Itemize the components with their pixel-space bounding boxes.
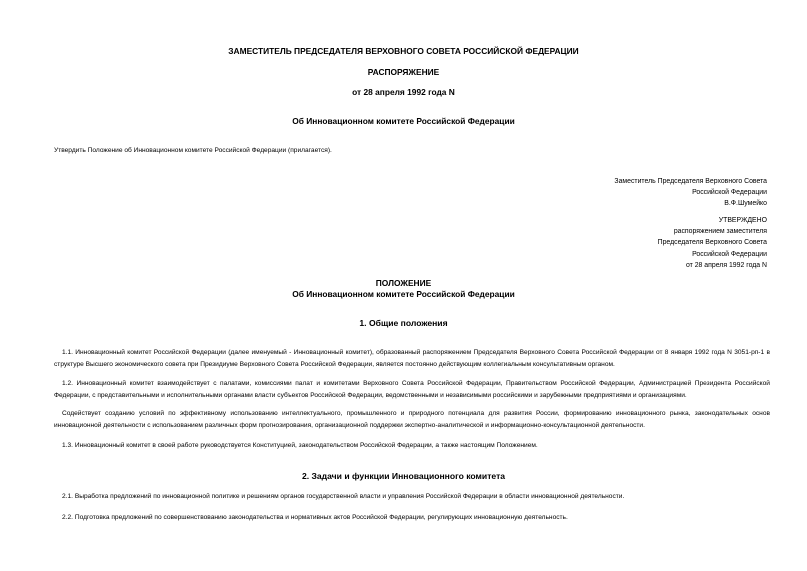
- issuer-heading: ЗАМЕСТИТЕЛЬ ПРЕДСЕДАТЕЛЯ ВЕРХОВНОГО СОВЕТА РОССИЙСКОЙ ФЕДЕРАЦИИ: [228, 46, 579, 56]
- doc-type-heading: РАСПОРЯЖЕНИЕ: [367, 67, 440, 77]
- paragraph-1-2-cont: Содействует созданию условий по эффективному использованию интеллектуального, промышленного и природного потенциала для развития России, формированию инновационного рынка, законодательных основ инновационной деятельности с использованием различных форм прогнозирования, организационной поддержки экспертно-аналитической и информационно-консультационной деятельности.: [54, 410, 770, 429]
- approval-block: [658, 215, 767, 271]
- approval-line: Председателя Верховного Совета: [657, 239, 767, 247]
- signature-name: В.Ф.Шумейко: [724, 200, 767, 208]
- section1-heading: 1. Общие положения: [359, 318, 448, 328]
- paragraph-2-1: 2.1. Выработка предложений по инновационной политике и решениям органов государственной власти и управления Российской Федерации в области инновационной деятельности.: [62, 493, 625, 500]
- document-title: Об Инновационном комитете Российской Федерации: [292, 116, 515, 126]
- approval-line: распоряжением заместителя: [673, 228, 767, 236]
- regulation-title: ПОЛОЖЕНИЕ: [375, 278, 432, 288]
- signature-body: Российской Федерации: [692, 189, 767, 197]
- signature-position: Заместитель Председателя Верховного Совета: [614, 178, 767, 185]
- signature-block: [614, 176, 767, 210]
- approval-line: Российской Федерации: [692, 250, 767, 258]
- order-text: Утвердить Положение об Инновационном комитете Российской Федерации (прилагается).: [54, 147, 332, 154]
- paragraph-2-2: 2.2. Подготовка предложений по совершенствованию законодательства и нормативных актов Российской Федерации, регулирующих инновационную деятельность.: [62, 514, 568, 521]
- paragraph-1-3: 1.3. Инновационный комитет в своей работе руководствуется Конституцией, законодательством Российской Федерации, а также настоящим Положением.: [62, 442, 538, 449]
- date-line: от 28 апреля 1992 года N: [352, 87, 455, 97]
- approval-stamp: УТВЕРЖДЕНО: [718, 217, 767, 224]
- paragraph-1-2: 1.2. Инновационный комитет взаимодействует с палатами, комиссиями палат и комитетами Верховного Совета Российской Федерации, Правительством Российской Федерации, Администрацией Президента Российской Федерации, с представительными и исполнительными органами власти субъектов Российской Федерации, ведомственными и независимыми российскими и зарубежными предприятиями и организациями.: [54, 380, 770, 399]
- regulation-subtitle: Об Инновационном комитете Российской Федерации: [292, 289, 515, 299]
- paragraph-1-1: 1.1. Инновационный комитет Российской Федерации (далее именуемый - Инновационный комитет), образованный распоряжением Председателя Верховного Совета Российской Федерации от 8 января 1992 года N 3051-рп-1 в структуре Высшего экономического совета при Президиуме Верховного Совета Российской Федерации, является постоянно действующим коллегиальным консультативным органом.: [54, 349, 770, 368]
- approval-date: от 28 апреля 1992 года N: [685, 261, 767, 269]
- section2-heading: 2. Задачи и функции Инновационного комитета: [301, 471, 506, 481]
